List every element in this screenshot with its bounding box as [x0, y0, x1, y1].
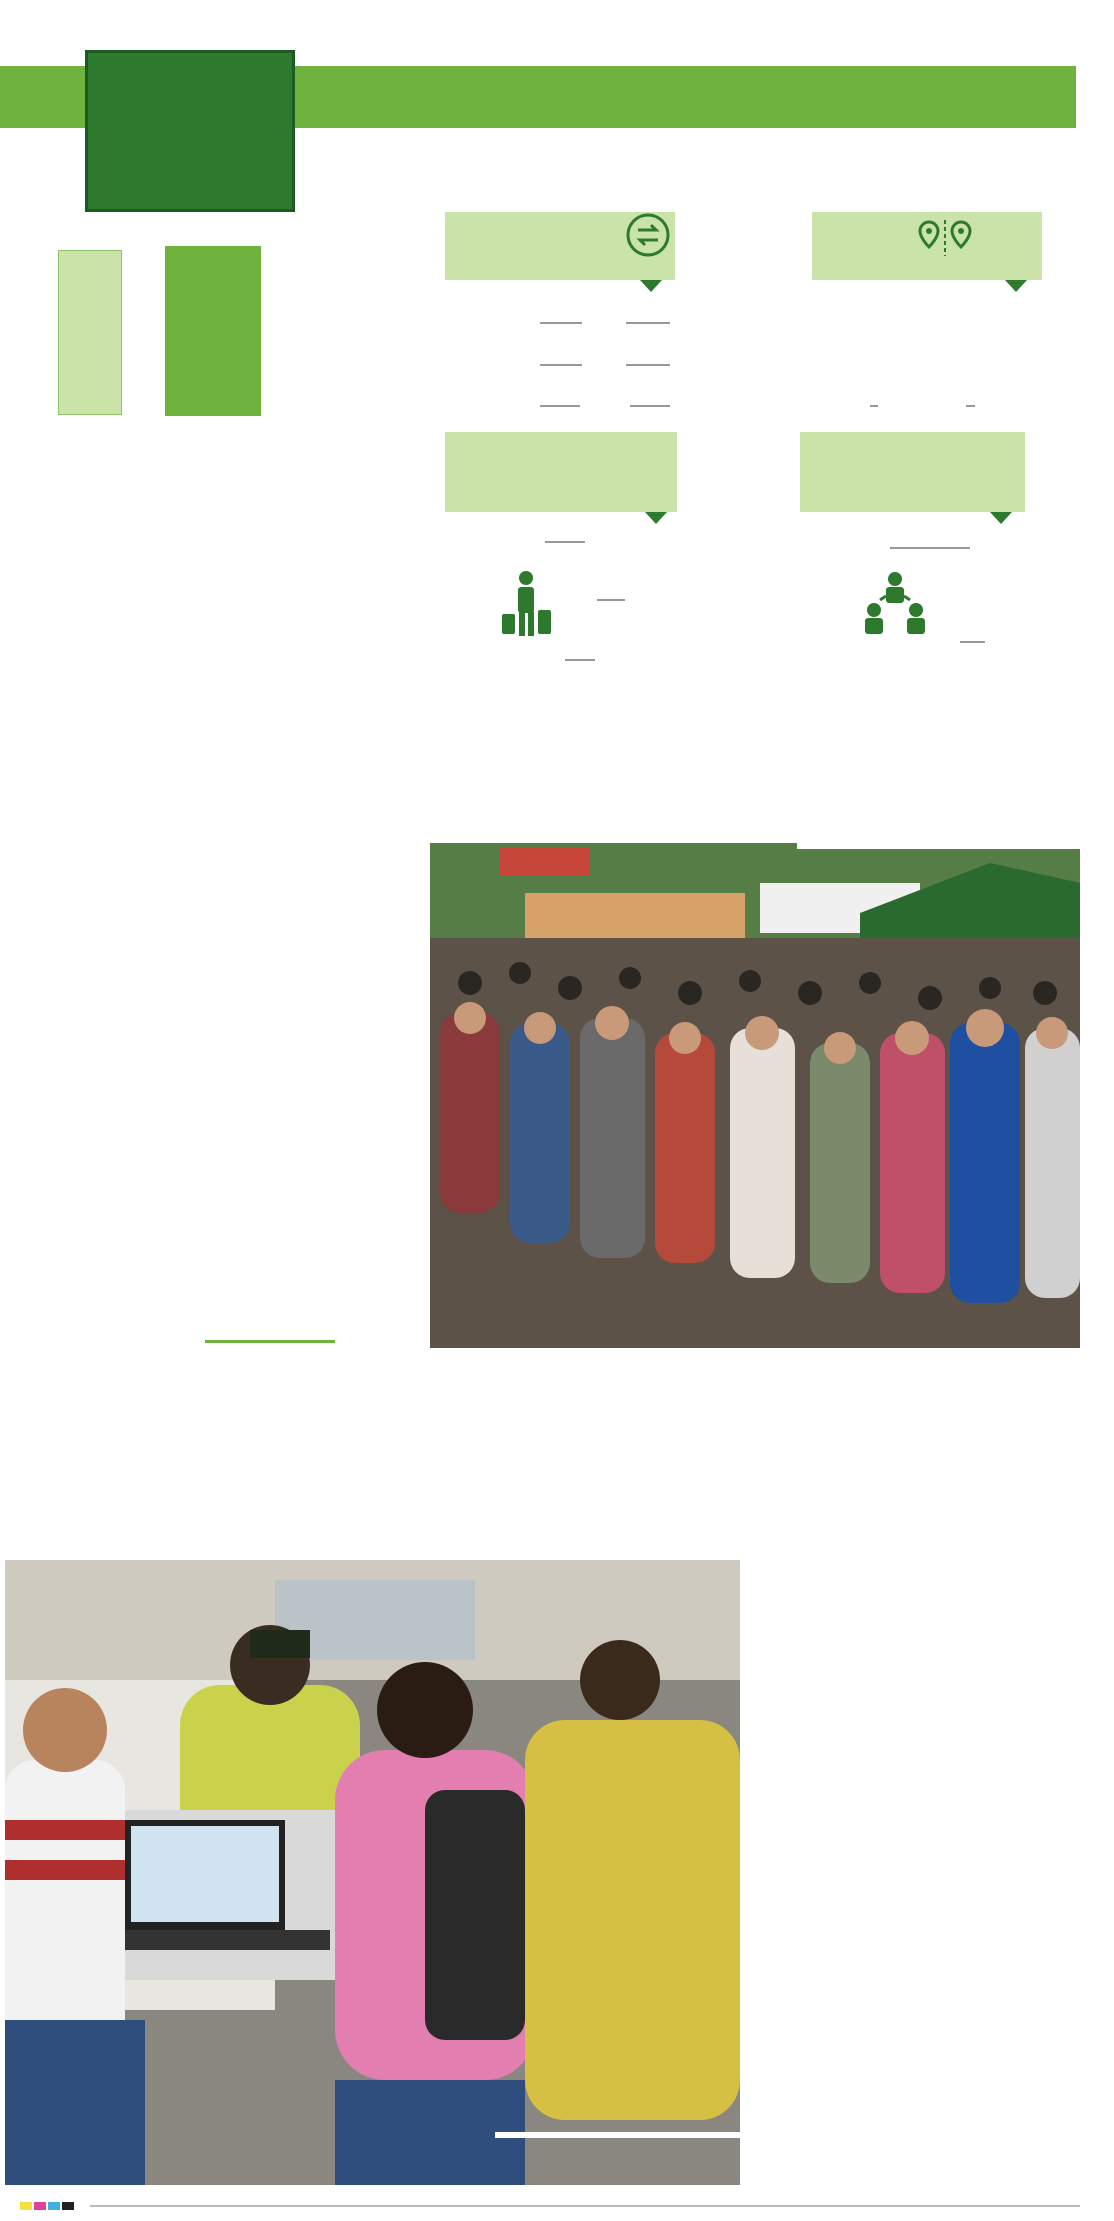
print-registration-marks [0, 2200, 1114, 2212]
photo1-caption [797, 843, 1080, 849]
subhead [205, 1338, 335, 1343]
crowd-photo [430, 843, 1080, 1348]
analysis-tag [66, 258, 114, 408]
q2-arrow [1005, 280, 1027, 292]
q3-question-box [445, 432, 677, 512]
police-desk-scene [5, 1560, 740, 2185]
photo2-caption [495, 2132, 740, 2138]
q2-pie-2017 [967, 318, 1047, 398]
q3-leader-lines [545, 540, 635, 670]
drop-cap [165, 246, 261, 416]
q2-pie-2016 [795, 318, 875, 398]
section-logo [85, 50, 295, 212]
map-pin-icon [915, 218, 975, 258]
q1-arrow [640, 280, 662, 292]
q3-arrow [645, 512, 667, 524]
crowd-scene [430, 843, 1080, 1348]
exchange-arrows-icon [625, 212, 671, 258]
q4-arrow [990, 512, 1012, 524]
q4-leader-lines [890, 540, 990, 650]
q2-leader-lines [870, 318, 975, 413]
police-desk-photo [5, 1560, 740, 2185]
q4-question-box [800, 432, 1025, 512]
q1-leader-lines [540, 318, 680, 413]
